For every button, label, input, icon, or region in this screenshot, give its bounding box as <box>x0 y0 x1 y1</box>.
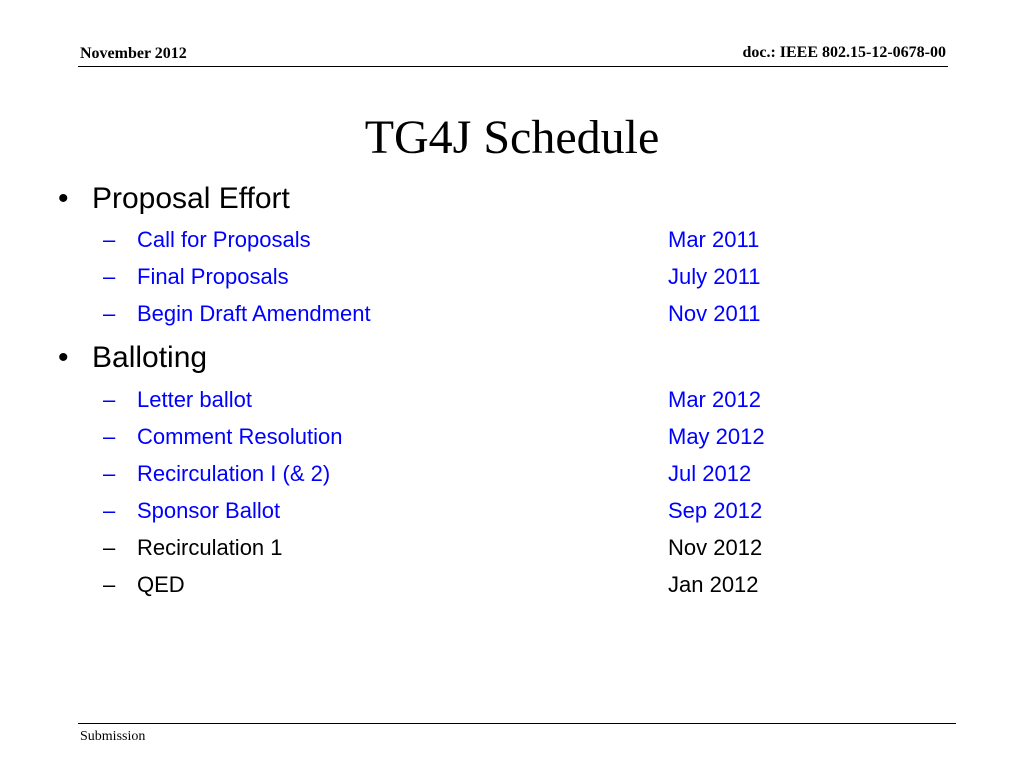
item-label: Recirculation 1 <box>137 535 283 560</box>
dash-marker: – <box>103 387 116 412</box>
dash-marker: – <box>103 461 116 486</box>
list-item-comment-resolution <box>103 423 803 451</box>
section-label: Proposal Effort <box>92 182 290 215</box>
list-item-begin-draft-amendment <box>103 300 803 328</box>
item-label: Call for Proposals <box>137 227 311 252</box>
item-date: Jul 2012 <box>668 461 752 486</box>
bullet-marker: • <box>58 341 69 374</box>
item-label: Letter ballot <box>137 387 252 412</box>
list-item-letter-ballot <box>103 386 803 414</box>
item-label: QED <box>137 572 185 597</box>
list-item-call-for-proposals <box>103 226 803 254</box>
item-label: Comment Resolution <box>137 424 343 449</box>
footer-divider <box>78 723 956 724</box>
item-label: Final Proposals <box>137 264 289 289</box>
list-item-recirculation-i <box>103 460 803 488</box>
section-label: Balloting <box>92 341 208 374</box>
dash-marker: – <box>103 424 116 449</box>
item-label: Begin Draft Amendment <box>137 301 371 326</box>
header-doc-id: doc.: IEEE 802.15-12-0678-00 <box>742 44 946 61</box>
item-date: Nov 2011 <box>668 301 761 326</box>
dash-marker: – <box>103 301 116 326</box>
item-date: Mar 2011 <box>668 227 760 252</box>
item-date: Jan 2012 <box>668 572 759 597</box>
item-date: Sep 2012 <box>668 498 763 523</box>
item-date: May 2012 <box>668 424 765 449</box>
section-balloting <box>58 340 207 376</box>
header-date: November 2012 <box>80 45 187 62</box>
list-item-qed <box>103 571 803 599</box>
item-label: Sponsor Ballot <box>137 498 281 523</box>
dash-marker: – <box>103 535 116 560</box>
item-label: Recirculation I (& 2) <box>137 461 331 486</box>
list-item-final-proposals <box>103 263 803 291</box>
dash-marker: – <box>103 572 116 597</box>
item-date: Mar 2012 <box>668 387 761 412</box>
dash-marker: – <box>103 498 116 523</box>
footer-submission: Submission <box>80 729 146 744</box>
list-item-sponsor-ballot <box>103 497 803 525</box>
section-proposal-effort <box>58 181 290 217</box>
header-divider <box>78 66 948 67</box>
bullet-marker: • <box>58 182 69 215</box>
dash-marker: – <box>103 227 116 252</box>
dash-marker: – <box>103 264 116 289</box>
item-date: Nov 2012 <box>668 535 763 560</box>
item-date: July 2011 <box>668 264 761 289</box>
list-item-recirculation-1 <box>103 534 803 562</box>
slide-title: TG4J Schedule <box>364 111 660 164</box>
